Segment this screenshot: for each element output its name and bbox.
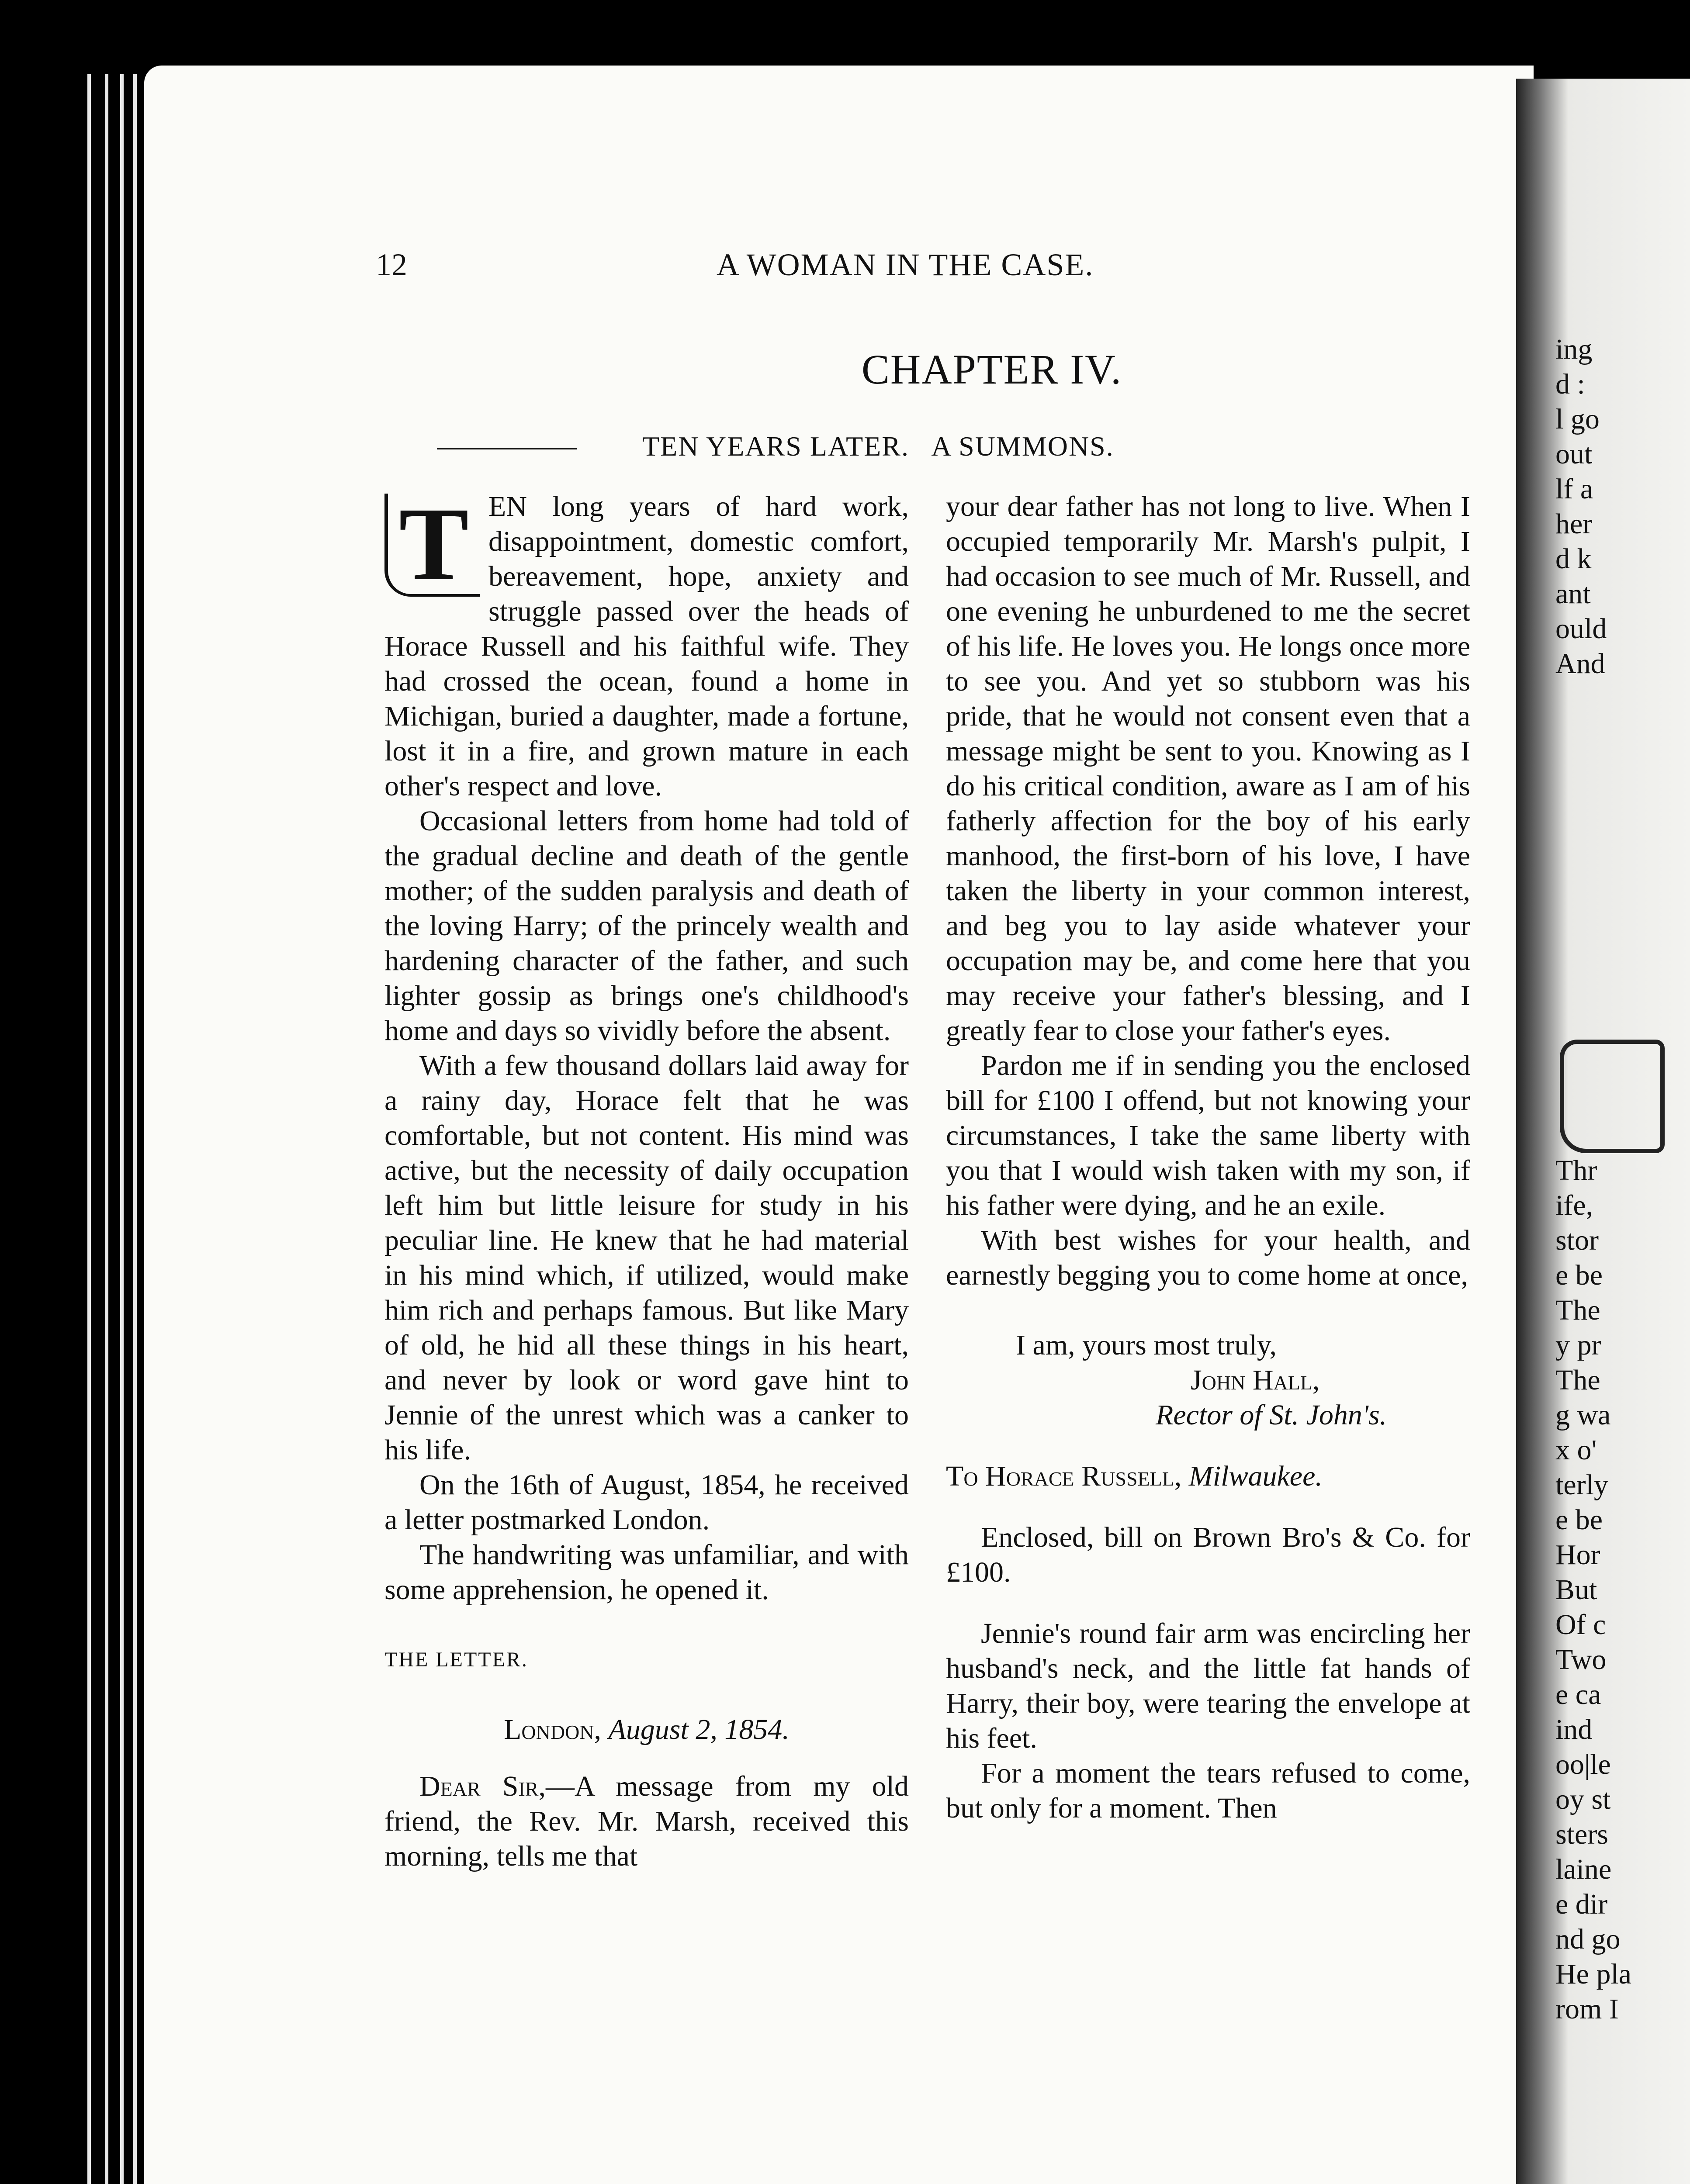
facing-page-fragment: ind bbox=[1555, 1714, 1593, 1745]
letter-signer-title: Rector of St. John's. bbox=[1156, 1399, 1387, 1431]
facing-page-fragment: e be bbox=[1555, 1259, 1603, 1291]
letter-heading: THE LETTER. bbox=[384, 1648, 528, 1671]
facing-page-fragment: g wa bbox=[1555, 1399, 1611, 1431]
facing-page-fragment: d k bbox=[1555, 543, 1592, 575]
paragraph: T EN long years of hard work, disappointment, domestic comfort, bereavement, hope, anxiety and struggle passed over the heads of Horace Russell and his faithful wife. They had crossed the ocean, found a home in Michigan, buried a daughter, made a fortune, lost it in a fire, and grown mature in each other's respect and love. bbox=[384, 486, 909, 802]
facing-page-fragment: l go bbox=[1555, 403, 1600, 435]
paragraph: The handwriting was unfamiliar, and with some apprehension, he opened it. bbox=[384, 1539, 909, 1606]
facing-page-fragment: The bbox=[1555, 1294, 1600, 1326]
drop-cap: T bbox=[384, 494, 480, 597]
book-edge bbox=[105, 74, 108, 2184]
facing-page-fragment: nd go bbox=[1555, 1923, 1621, 1955]
letter-signer: John Hall, bbox=[1191, 1364, 1320, 1396]
book-edge bbox=[87, 74, 91, 2184]
facing-page-fragment: ant bbox=[1555, 578, 1591, 610]
facing-page-fragment: ife, bbox=[1555, 1189, 1593, 1221]
paragraph: Occasional letters from home had told of the gradual decline and death of the gentle mother; of the sudden paralysis and death of the loving Harry; of the princely wealth and hardening character of the father, and such lighter gossip as brings one's childhood's home and days so vividly before the absent. bbox=[384, 805, 909, 1047]
text-column-left bbox=[384, 486, 909, 1874]
facing-page bbox=[1516, 79, 1690, 2184]
facing-page-fragment: laine bbox=[1555, 1853, 1612, 1885]
ornament-initial bbox=[1560, 1040, 1665, 1153]
paragraph: With a few thousand dollars laid away for a rainy day, Horace felt that he was comfortable, but not content. His mind was active, but the necessity of daily occupation left him but little leisure for study in his peculiar line. He knew that he had material in his mind which, if utilized, would make him rich and perhaps famous. But like Mary of old, he hid all these things in his heart, and never by look or word gave hint to Jennie of the unrest which was a canker to his life. bbox=[384, 1050, 909, 1466]
book-edge bbox=[133, 74, 137, 2184]
paragraph: With best wishes for your health, and earnestly begging you to come home at once, bbox=[946, 1224, 1470, 1291]
facing-page-fragment: ould bbox=[1555, 613, 1607, 645]
facing-page-fragment: e ca bbox=[1555, 1679, 1601, 1711]
letter-closing: I am, yours most truly, bbox=[1016, 1329, 1277, 1361]
facing-page-fragment: sters bbox=[1555, 1818, 1608, 1850]
running-title: A WOMAN IN THE CASE. bbox=[717, 247, 1094, 282]
page-number: 12 bbox=[376, 247, 407, 282]
facing-page-fragment: Hor bbox=[1555, 1539, 1600, 1571]
facing-page-fragment: Thr bbox=[1555, 1154, 1597, 1186]
paragraph: Jennie's round fair arm was encircling her husband's neck, and the little fat hands of Harry, their boy, were tearing the envelope at his feet. bbox=[946, 1617, 1470, 1754]
facing-page-fragment: ing bbox=[1555, 333, 1593, 365]
facing-page-fragment: out bbox=[1555, 438, 1593, 470]
facing-page-fragment: x o' bbox=[1555, 1434, 1597, 1466]
facing-page-fragment: terly bbox=[1555, 1469, 1608, 1501]
decorative-rule bbox=[437, 448, 577, 449]
letter-enclosure: Enclosed, bill on Brown Bro's & Co. for £100. bbox=[946, 1521, 1470, 1588]
paragraph: Dear Sir,—A message from my old friend, the Rev. Mr. Marsh, received this morning, tells me that bbox=[384, 1770, 909, 1872]
book-edge bbox=[120, 74, 124, 2184]
facing-page-fragment: e be bbox=[1555, 1504, 1603, 1536]
letter-dateline: London, August 2, 1854. bbox=[504, 1714, 790, 1745]
letter-addressee: To Horace Russell, Milwaukee. bbox=[946, 1460, 1323, 1492]
facing-page-fragment: Of c bbox=[1555, 1609, 1606, 1641]
facing-page-fragment: The bbox=[1555, 1364, 1600, 1396]
facing-page-fragment: oy st bbox=[1555, 1783, 1611, 1815]
facing-page-fragment: d : bbox=[1555, 368, 1585, 400]
facing-page-fragment: her bbox=[1555, 508, 1593, 540]
facing-page-fragment: And bbox=[1555, 648, 1605, 680]
facing-page-fragment: Two bbox=[1555, 1644, 1607, 1676]
facing-page-fragment: rom I bbox=[1555, 1993, 1619, 2025]
facing-page-fragment: stor bbox=[1555, 1224, 1599, 1256]
facing-page-fragment: oo|le bbox=[1555, 1749, 1611, 1780]
paragraph: your dear father has not long to live. When I occupied temporarily Mr. Marsh's pulpit, I had occasion to see much of Mr. Russell, and one evening he unburdened to me the secret of his life. He loves you. He longs once more to see you. And yet so stubborn was his pride, that he would not consent even that a message might be sent to you. Knowing as I do his critical condition, aware as I am of his fatherly affection for the boy of his early manhood, the first-born of his love, I have taken the liberty in your common interest, and beg you to lay aside whatever your occupation may be, and come here that you may receive your father's blessing, and I greatly fear to close your father's eyes. bbox=[946, 491, 1470, 1047]
paragraph: Pardon me if in sending you the enclosed bill for £100 I offend, but not knowing your circumstances, I take the same liberty with you that I would wish taken with my son, if his father were dying, and he an exile. bbox=[946, 1050, 1470, 1221]
salutation: Dear Sir, bbox=[419, 1770, 546, 1802]
paragraph: For a moment the tears refused to come, but only for a moment. Then bbox=[946, 1757, 1470, 1824]
facing-page-fragment: lf a bbox=[1555, 473, 1593, 505]
facing-page-fragment: e dir bbox=[1555, 1888, 1608, 1920]
chapter-number: CHAPTER IV. bbox=[861, 346, 1122, 393]
text-column-right bbox=[946, 489, 1470, 1826]
facing-page-fragment: He pla bbox=[1555, 1958, 1632, 1990]
facing-page-fragment: But bbox=[1555, 1574, 1597, 1606]
chapter-subtitle: TEN YEARS LATER. A SUMMONS. bbox=[642, 431, 1114, 462]
facing-page-fragment: y pr bbox=[1555, 1329, 1601, 1361]
paragraph: On the 16th of August, 1854, he received a letter postmarked London. bbox=[384, 1469, 909, 1536]
